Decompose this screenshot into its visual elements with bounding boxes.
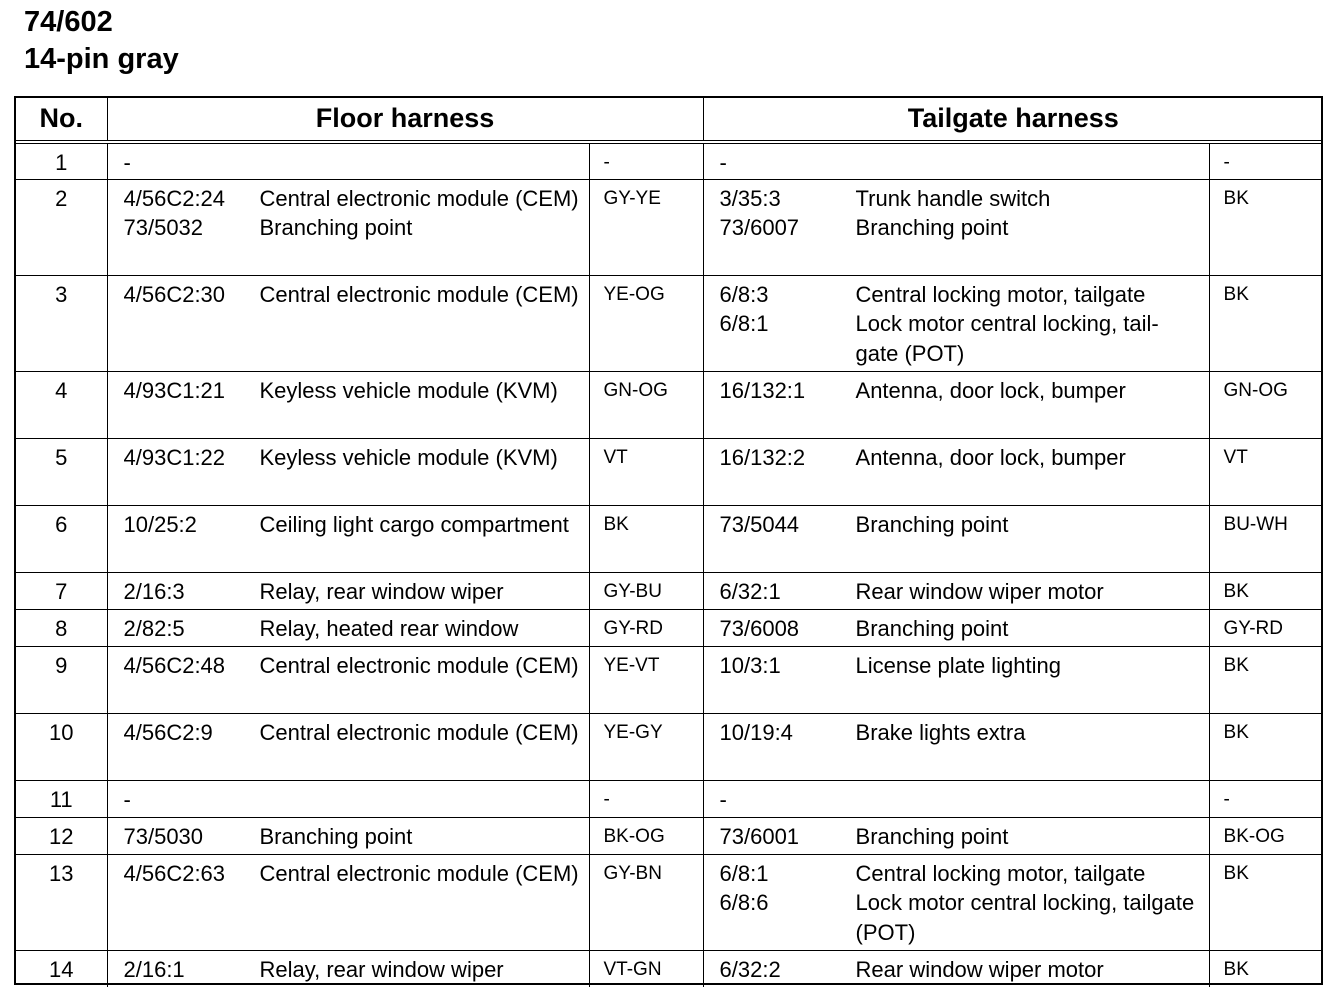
tailgate-wire-color: BK bbox=[1209, 713, 1323, 780]
floor-wire-color: VT bbox=[589, 438, 703, 505]
connector-code: - bbox=[719, 150, 727, 175]
tailgate-wire-color: GN-OG bbox=[1209, 371, 1323, 438]
connector-code: 2/16:3 bbox=[123, 578, 185, 604]
floor-wire-color: YE-VT bbox=[589, 646, 703, 713]
pin-number: 6 bbox=[16, 505, 107, 572]
tailgate-harness-connections bbox=[703, 817, 1209, 854]
connection-entry bbox=[720, 888, 1201, 947]
floor-wire-color: BK bbox=[589, 505, 703, 572]
connector-code: 6/32:2 bbox=[719, 956, 781, 982]
tailgate-wire-color: BK bbox=[1209, 275, 1323, 371]
tailgate-wire-color: BK bbox=[1209, 572, 1323, 609]
component-description: Central locking motor, tailgate bbox=[855, 281, 1146, 307]
floor-wire-color: YE-GY bbox=[589, 713, 703, 780]
component-description: Branching point bbox=[259, 823, 413, 849]
table-row bbox=[16, 609, 1323, 646]
component-description: Keyless vehicle module (KVM) bbox=[259, 377, 558, 403]
component-description: Lock motor central locking, tailgate (POT) bbox=[855, 890, 1195, 945]
connector-code: 73/6008 bbox=[719, 615, 800, 641]
tailgate-wire-color: BK bbox=[1209, 179, 1323, 275]
connector-description: 14-pin gray bbox=[24, 43, 179, 75]
table-row bbox=[16, 438, 1323, 505]
connection-entry bbox=[124, 955, 581, 985]
floor-harness-connections bbox=[107, 572, 589, 609]
connector-code: 4/93C1:22 bbox=[123, 444, 226, 470]
tailgate-wire-color: BK-OG bbox=[1209, 817, 1323, 854]
component-description: Rear window wiper motor bbox=[855, 956, 1104, 982]
connector-code: - bbox=[123, 786, 131, 812]
pin-number: 7 bbox=[16, 572, 107, 609]
connector-code: 4/56C2:24 bbox=[123, 185, 226, 211]
table-row bbox=[16, 854, 1323, 950]
floor-harness-connections bbox=[107, 179, 589, 275]
component-description bbox=[260, 785, 581, 815]
table-row bbox=[16, 817, 1323, 854]
pin-number: 4 bbox=[16, 371, 107, 438]
component-description: Central electronic module (CEM) bbox=[259, 185, 579, 211]
connection-entry bbox=[124, 785, 581, 815]
floor-harness-connections bbox=[107, 950, 589, 987]
connection-entry bbox=[124, 213, 581, 243]
pin-number: 9 bbox=[16, 646, 107, 713]
connection-entry bbox=[720, 718, 1201, 748]
connection-entry bbox=[124, 614, 581, 644]
connector-code: 4/56C2:9 bbox=[123, 719, 213, 745]
table-row bbox=[16, 646, 1323, 713]
connector-code: 6/32:1 bbox=[719, 578, 781, 604]
connection-entry bbox=[720, 614, 1201, 644]
table-row bbox=[16, 572, 1323, 609]
floor-wire-color: - bbox=[589, 142, 703, 179]
connector-code: 10/3:1 bbox=[719, 652, 781, 678]
pinout-table bbox=[16, 98, 1323, 987]
component-description: Rear window wiper motor bbox=[855, 578, 1104, 604]
connector-code: 2/82:5 bbox=[123, 615, 185, 641]
component-description bbox=[856, 785, 1201, 815]
table-row bbox=[16, 275, 1323, 371]
connector-code: 6/8:6 bbox=[719, 890, 769, 915]
connection-entry bbox=[720, 280, 1201, 310]
floor-harness-connections bbox=[107, 780, 589, 817]
connection-entry bbox=[720, 577, 1201, 607]
floor-wire-color: GN-OG bbox=[589, 371, 703, 438]
tailgate-wire-color: - bbox=[1209, 142, 1323, 179]
pin-number: 12 bbox=[16, 817, 107, 854]
connection-entry bbox=[124, 184, 581, 214]
tailgate-harness-connections bbox=[703, 854, 1209, 950]
connector-code: 4/93C1:21 bbox=[123, 377, 226, 403]
connection-entry bbox=[124, 822, 581, 852]
table-row bbox=[16, 713, 1323, 780]
component-description: Branching point bbox=[855, 615, 1009, 641]
floor-wire-color: GY-RD bbox=[589, 609, 703, 646]
connector-code: - bbox=[719, 786, 727, 812]
tailgate-wire-color: BK bbox=[1209, 950, 1323, 987]
tailgate-harness-connections bbox=[703, 275, 1209, 371]
connector-code: 2/16:1 bbox=[123, 956, 185, 982]
connector-code: 6/8:3 bbox=[719, 281, 769, 307]
connector-code: 73/5044 bbox=[719, 511, 800, 537]
tailgate-wire-color: BK bbox=[1209, 646, 1323, 713]
connection-entry bbox=[124, 148, 581, 178]
tailgate-wire-color: - bbox=[1209, 780, 1323, 817]
component-description: Branching point bbox=[259, 215, 413, 240]
floor-harness-connections bbox=[107, 713, 589, 780]
connection-entry bbox=[720, 309, 1201, 368]
connector-code: 10/25:2 bbox=[123, 511, 197, 537]
floor-wire-color: GY-BN bbox=[589, 854, 703, 950]
component-description: Central electronic module (CEM) bbox=[259, 860, 579, 886]
floor-harness-connections bbox=[107, 609, 589, 646]
column-header-tailgate-harness: Tailgate harness bbox=[703, 98, 1323, 142]
tailgate-harness-connections bbox=[703, 142, 1209, 179]
component-description: Central locking motor, tailgate bbox=[855, 860, 1146, 886]
floor-harness-connections bbox=[107, 438, 589, 505]
floor-harness-connections bbox=[107, 275, 589, 371]
connection-entry bbox=[720, 213, 1201, 243]
floor-wire-color: YE-OG bbox=[589, 275, 703, 371]
tailgate-harness-connections bbox=[703, 572, 1209, 609]
connection-entry bbox=[720, 510, 1201, 540]
connector-code: 6/8:1 bbox=[719, 311, 769, 336]
floor-harness-connections bbox=[107, 371, 589, 438]
component-description: Lock motor central locking, tail-gate (POT) bbox=[855, 311, 1159, 366]
tailgate-harness-connections bbox=[703, 713, 1209, 780]
tailgate-harness-connections bbox=[703, 371, 1209, 438]
connector-code: - bbox=[123, 150, 131, 175]
component-description: Central electronic module (CEM) bbox=[259, 281, 579, 307]
table-row bbox=[16, 142, 1323, 179]
connector-code: 4/56C2:48 bbox=[123, 652, 226, 678]
component-description: License plate lighting bbox=[855, 652, 1061, 678]
connection-entry bbox=[720, 376, 1201, 406]
pin-number: 14 bbox=[16, 950, 107, 987]
tailgate-harness-connections bbox=[703, 780, 1209, 817]
floor-wire-color: BK-OG bbox=[589, 817, 703, 854]
connection-entry bbox=[124, 859, 581, 889]
table-row bbox=[16, 780, 1323, 817]
component-description: Keyless vehicle module (KVM) bbox=[259, 444, 558, 470]
tailgate-harness-connections bbox=[703, 950, 1209, 987]
connection-entry bbox=[720, 443, 1201, 473]
floor-harness-connections bbox=[107, 854, 589, 950]
connection-entry bbox=[124, 443, 581, 473]
connector-heading bbox=[24, 4, 179, 78]
connection-entry bbox=[720, 955, 1201, 985]
connection-entry bbox=[124, 577, 581, 607]
component-description: Antenna, door lock, bumper bbox=[855, 444, 1126, 470]
floor-harness-connections bbox=[107, 142, 589, 179]
tailgate-harness-connections bbox=[703, 609, 1209, 646]
column-header-floor-harness: Floor harness bbox=[107, 98, 703, 142]
floor-harness-connections bbox=[107, 646, 589, 713]
table-row bbox=[16, 179, 1323, 275]
connection-entry bbox=[124, 376, 581, 406]
connector-code: 4/56C2:63 bbox=[123, 860, 226, 886]
pin-number: 8 bbox=[16, 609, 107, 646]
component-description: Relay, rear window wiper bbox=[259, 578, 504, 604]
pin-number: 1 bbox=[16, 142, 107, 179]
floor-wire-color: - bbox=[589, 780, 703, 817]
pinout-table-frame bbox=[14, 96, 1323, 985]
pin-number: 13 bbox=[16, 854, 107, 950]
connector-code: 3/35:3 bbox=[719, 185, 781, 211]
connection-entry bbox=[720, 859, 1201, 889]
connection-entry bbox=[124, 510, 581, 540]
connector-code: 73/5032 bbox=[123, 215, 204, 240]
connection-entry bbox=[124, 718, 581, 748]
component-description: Central electronic module (CEM) bbox=[259, 719, 579, 745]
component-description: Central electronic module (CEM) bbox=[259, 652, 579, 678]
floor-harness-connections bbox=[107, 817, 589, 854]
floor-wire-color: GY-BU bbox=[589, 572, 703, 609]
tailgate-harness-connections bbox=[703, 646, 1209, 713]
floor-harness-connections bbox=[107, 505, 589, 572]
table-row bbox=[16, 371, 1323, 438]
pin-number: 10 bbox=[16, 713, 107, 780]
tailgate-wire-color: BK bbox=[1209, 854, 1323, 950]
pin-number: 3 bbox=[16, 275, 107, 371]
pin-number: 2 bbox=[16, 179, 107, 275]
connection-entry bbox=[720, 651, 1201, 681]
tailgate-wire-color: GY-RD bbox=[1209, 609, 1323, 646]
column-header-no: No. bbox=[16, 98, 107, 142]
connection-entry bbox=[124, 280, 581, 310]
table-header-row bbox=[16, 98, 1323, 142]
tailgate-harness-connections bbox=[703, 438, 1209, 505]
pin-number: 5 bbox=[16, 438, 107, 505]
connector-code: 16/132:2 bbox=[719, 444, 806, 470]
connection-entry bbox=[124, 651, 581, 681]
component-description: Ceiling light cargo compartment bbox=[259, 511, 569, 537]
table-row bbox=[16, 505, 1323, 572]
connector-code: 73/6007 bbox=[719, 215, 800, 240]
tailgate-harness-connections bbox=[703, 179, 1209, 275]
component-description: Relay, rear window wiper bbox=[259, 956, 504, 982]
connector-code: 16/132:1 bbox=[719, 377, 806, 403]
component-description bbox=[856, 148, 1201, 178]
tailgate-harness-connections bbox=[703, 505, 1209, 572]
connector-number: 74/602 bbox=[24, 6, 113, 38]
component-description: Trunk handle switch bbox=[855, 185, 1051, 211]
component-description: Branching point bbox=[855, 823, 1009, 849]
component-description bbox=[260, 148, 581, 178]
tailgate-wire-color: BU-WH bbox=[1209, 505, 1323, 572]
component-description: Antenna, door lock, bumper bbox=[855, 377, 1126, 403]
connector-code: 73/5030 bbox=[123, 823, 204, 849]
tailgate-wire-color: VT bbox=[1209, 438, 1323, 505]
component-description: Relay, heated rear window bbox=[259, 615, 519, 641]
component-description: Branching point bbox=[855, 511, 1009, 537]
connector-code: 4/56C2:30 bbox=[123, 281, 226, 307]
component-description: Branching point bbox=[855, 215, 1009, 240]
connector-code: 73/6001 bbox=[719, 823, 800, 849]
table-row bbox=[16, 950, 1323, 987]
floor-wire-color: VT-GN bbox=[589, 950, 703, 987]
connection-entry bbox=[720, 148, 1201, 178]
component-description: Brake lights extra bbox=[855, 719, 1026, 745]
connection-entry bbox=[720, 785, 1201, 815]
connector-code: 6/8:1 bbox=[719, 860, 769, 886]
pin-number: 11 bbox=[16, 780, 107, 817]
connection-entry bbox=[720, 184, 1201, 214]
connector-code: 10/19:4 bbox=[719, 719, 793, 745]
floor-wire-color: GY-YE bbox=[589, 179, 703, 275]
connection-entry bbox=[720, 822, 1201, 852]
